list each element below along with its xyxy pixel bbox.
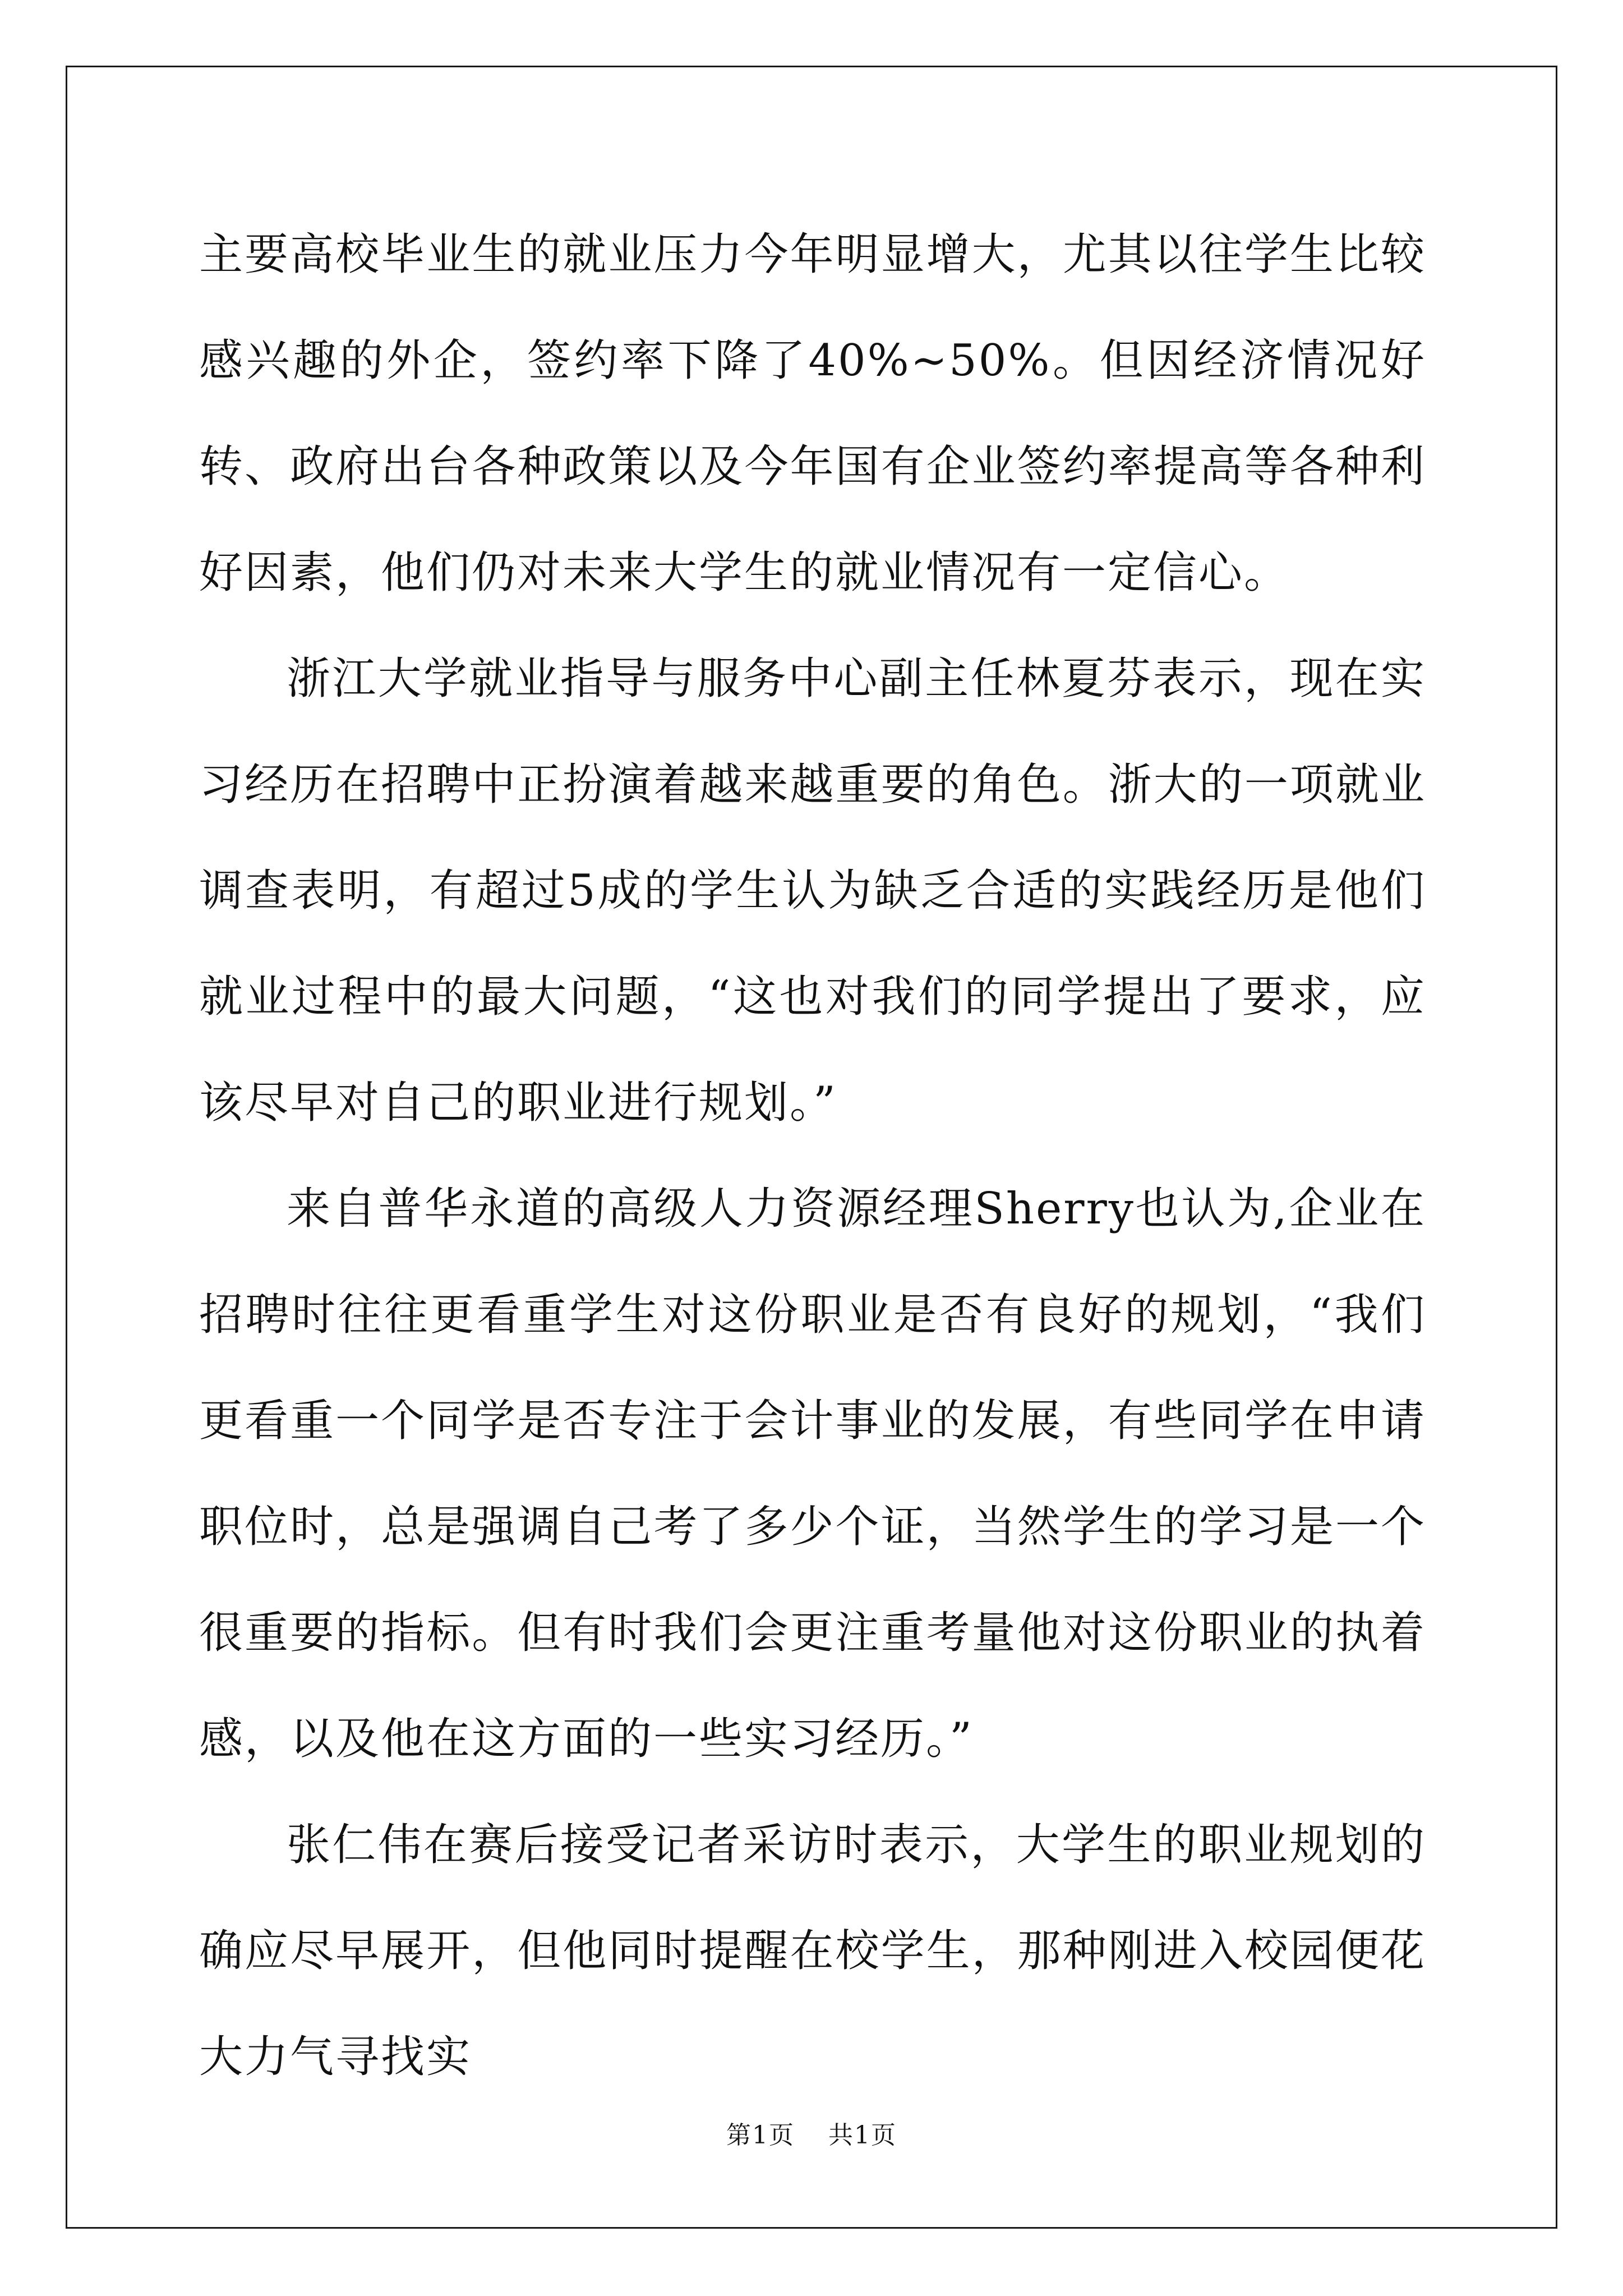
paragraph-1: 主要高校毕业生的就业压力今年明显增大，尤其以往学生比较感兴趣的外企，签约率下降了40%~50%。但因经济情况好转、政府出台各种政策以及今年国有企业签约率提高等各种利好因素，他们仍对未来大学生的就业情况有一定信心。 xyxy=(199,229,1426,598)
document-body xyxy=(199,202,1426,2110)
paragraph-3: 来自普华永道的高级人力资源经理Sherry也认为,企业在招聘时往往更看重学生对这份职业是否有良好的规划，“我们更看重一个同学是否专注于会计事业的发展，有些同学在申请职位时，总是强调自己考了多少个证，当然学生的学习是一个很重要的指标。但有时我们会更注重考量他对这份职业的执着感，以及他在这方面的一些实习经历。” xyxy=(199,1184,1426,1764)
paragraph-2: 浙江大学就业指导与服务中心副主任林夏芬表示，现在实习经历在招聘中正扮演着越来越重要的角色。浙大的一项就业调查表明，有超过5成的学生认为缺乏合适的实践经历是他们就业过程中的最大问题，“这也对我们的同学提出了要求，应该尽早对自己的职业进行规划。” xyxy=(199,654,1426,1128)
page-number: 第1页 xyxy=(726,2121,795,2150)
page-total: 共1页 xyxy=(828,2121,897,2150)
paragraph-4: 张仁伟在赛后接受记者采访时表示，大学生的职业规划的确应尽早展开，但他同时提醒在校学生，那种刚进入校园便花大力气寻找实 xyxy=(199,1820,1426,2082)
page-footer xyxy=(0,2115,1623,2151)
